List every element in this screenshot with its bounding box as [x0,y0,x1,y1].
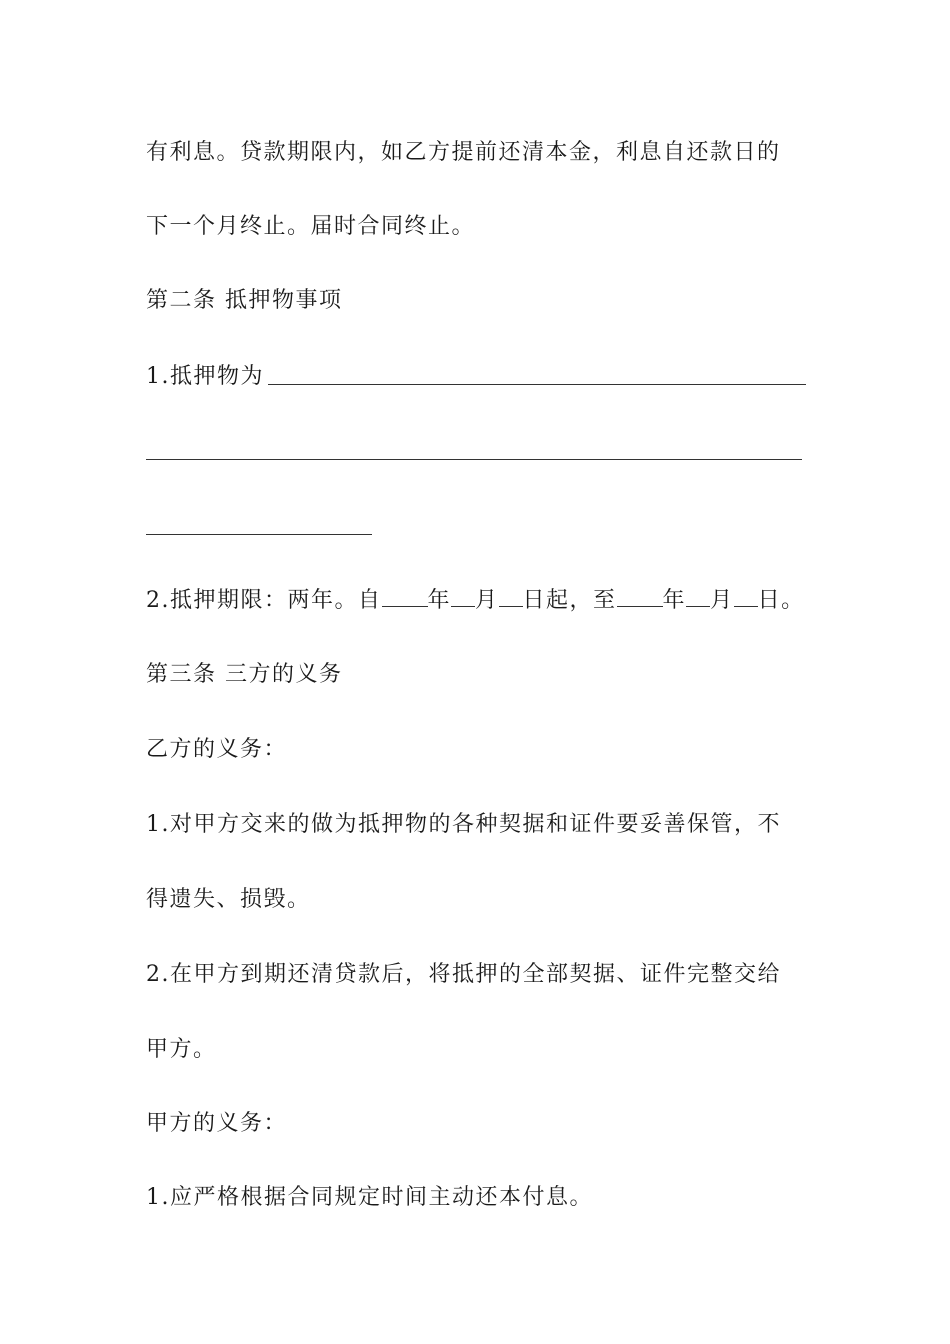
section-heading: 第二条 抵押物事项 [146,288,343,313]
section-heading: 第三条 三方的义务 [146,662,343,687]
fill-in-blank-line [146,534,372,535]
paragraph-line: 有利息。贷款期限内，如乙方提前还清本金，利息自还款日的 [146,140,781,165]
fill-in-blank-line [146,459,802,460]
day-label: 日起，至 [522,588,617,613]
term-prefix: 2.抵押期限：两年。自 [146,588,382,613]
paragraph-line [146,362,264,392]
month-blank [451,586,475,607]
paragraph-line: 1.对甲方交来的做为抵押物的各种契据和证件要妥善保管，不 [146,812,781,837]
year-blank [382,586,428,607]
paragraph-line: 甲方。 [146,1037,217,1062]
subheading: 乙方的义务： [146,737,288,762]
paragraph-line: 1.应严格根据合同规定时间主动还本付息。 [146,1185,593,1210]
collateral-label: 1.抵押物为 [146,364,264,389]
year-label: 年 [662,588,687,613]
day-blank [499,586,523,607]
day-blank [734,586,758,607]
month-blank [686,586,710,607]
fill-in-blank-line [268,384,806,385]
paragraph-line: 得遗失、损毁。 [146,887,311,912]
year-blank [617,586,663,607]
month-label: 月 [710,588,734,613]
day-label: 日。 [757,588,805,613]
paragraph-line: 2.在甲方到期还清贷款后，将抵押的全部契据、证件完整交给 [146,962,781,987]
year-label: 年 [427,588,452,613]
subheading: 甲方的义务： [146,1111,288,1136]
mortgage-term-line [146,586,805,616]
month-label: 月 [475,588,499,613]
paragraph-line: 下一个月终止。届时合同终止。 [146,214,476,239]
